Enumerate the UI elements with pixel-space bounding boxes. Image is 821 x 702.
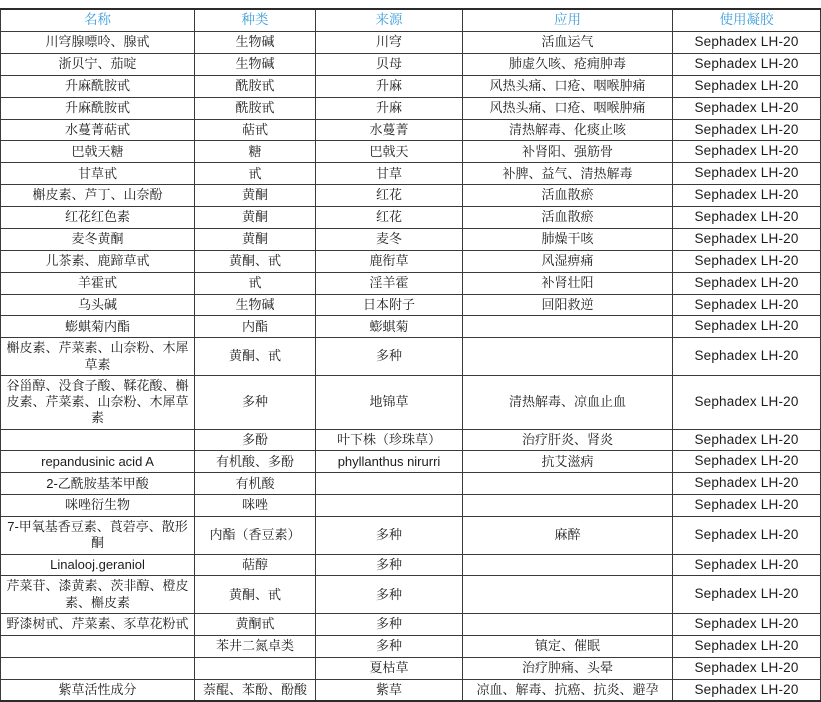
table-row (1, 32, 821, 54)
cell-name: Linalooj.geraniol (1, 554, 195, 576)
cell-application (463, 495, 673, 517)
table-row (1, 429, 821, 451)
cell-application: 清热解毒、凉血止血 (463, 375, 673, 429)
cell-source: 多种 (316, 554, 463, 576)
cell-application: 活血散瘀 (463, 207, 673, 229)
cell-gel: Sephadex LH-20 (673, 97, 821, 119)
table-row (1, 576, 821, 614)
cell-name: 7-甲氧基香豆素、莨菪亭、散形酮 (1, 517, 195, 555)
cell-source: 麦冬 (316, 228, 463, 250)
cell-type: 甙 (195, 163, 316, 185)
cell-name: 升麻酰胺甙 (1, 97, 195, 119)
cell-source: 叶下株（珍珠草） (316, 429, 463, 451)
cell-name: 麦冬黄酮 (1, 228, 195, 250)
cell-type: 黄酮、甙 (195, 338, 316, 376)
table-body (1, 32, 821, 702)
cell-name: 芹菜苷、漆黄素、茨非醇、橙皮素、槲皮素 (1, 576, 195, 614)
table-row (1, 495, 821, 517)
cell-name: 升麻酰胺甙 (1, 75, 195, 97)
cell-type: 萘醌、苯酚、酚酸 (195, 679, 316, 701)
cell-source: 淫羊霍 (316, 272, 463, 294)
cell-type: 多酚 (195, 429, 316, 451)
cell-type: 多种 (195, 375, 316, 429)
cell-name: 儿茶素、鹿蹄草甙 (1, 250, 195, 272)
cell-application: 补脾、益气、清热解毒 (463, 163, 673, 185)
cell-application: 活血散瘀 (463, 185, 673, 207)
cell-gel: Sephadex LH-20 (673, 53, 821, 75)
cell-source: 多种 (316, 338, 463, 376)
cell-gel: Sephadex LH-20 (673, 272, 821, 294)
cell-type: 黄酮、甙 (195, 576, 316, 614)
cell-type: 黄酮甙 (195, 613, 316, 635)
cell-gel: Sephadex LH-20 (673, 613, 821, 635)
cell-type: 内酯（香豆素） (195, 517, 316, 555)
table-row (1, 207, 821, 229)
cell-source: 川穹 (316, 32, 463, 54)
header-row (1, 9, 821, 32)
cell-type: 萜醇 (195, 554, 316, 576)
table-row (1, 250, 821, 272)
table-row (1, 316, 821, 338)
cell-type: 有机酸 (195, 473, 316, 495)
cell-name: 红花红色素 (1, 207, 195, 229)
cell-gel: Sephadex LH-20 (673, 473, 821, 495)
cell-source: 蟛蜞菊 (316, 316, 463, 338)
cell-gel: Sephadex LH-20 (673, 228, 821, 250)
table-row (1, 679, 821, 701)
table-row (1, 163, 821, 185)
cell-name: 蟛蜞菊内酯 (1, 316, 195, 338)
cell-gel: Sephadex LH-20 (673, 207, 821, 229)
cell-gel: Sephadex LH-20 (673, 185, 821, 207)
table-row (1, 517, 821, 555)
cell-source: 多种 (316, 576, 463, 614)
table-row (1, 294, 821, 316)
cell-name: 乌头碱 (1, 294, 195, 316)
table-row (1, 97, 821, 119)
column-header-application: 应用 (463, 9, 673, 32)
cell-gel: Sephadex LH-20 (673, 119, 821, 141)
cell-source: 升麻 (316, 75, 463, 97)
cell-source: 日本附子 (316, 294, 463, 316)
table-row (1, 53, 821, 75)
cell-gel: Sephadex LH-20 (673, 679, 821, 701)
cell-application: 凉血、解毒、抗癌、抗炎、避孕 (463, 679, 673, 701)
cell-name: 槲皮素、芦丁、山奈酚 (1, 185, 195, 207)
cell-gel: Sephadex LH-20 (673, 294, 821, 316)
compound-separation-table (0, 8, 821, 702)
cell-gel: Sephadex LH-20 (673, 451, 821, 473)
cell-type: 酰胺甙 (195, 75, 316, 97)
cell-application (463, 338, 673, 376)
cell-name: 槲皮素、芹菜素、山奈粉、木犀草素 (1, 338, 195, 376)
cell-type: 糖 (195, 141, 316, 163)
cell-application: 回阳救逆 (463, 294, 673, 316)
cell-source: 夏枯草 (316, 657, 463, 679)
cell-source: 地锦草 (316, 375, 463, 429)
cell-application: 肺燥干咳 (463, 228, 673, 250)
cell-name: 羊霍甙 (1, 272, 195, 294)
cell-gel: Sephadex LH-20 (673, 657, 821, 679)
cell-name (1, 429, 195, 451)
cell-name: repandusinic acid A (1, 451, 195, 473)
cell-application: 镇定、催眠 (463, 635, 673, 657)
cell-type: 苯井二氮卓类 (195, 635, 316, 657)
cell-name: 水蔓菁萜甙 (1, 119, 195, 141)
cell-gel: Sephadex LH-20 (673, 375, 821, 429)
cell-application: 清热解毒、化痰止咳 (463, 119, 673, 141)
cell-type: 咪唑 (195, 495, 316, 517)
cell-type: 甙 (195, 272, 316, 294)
cell-type: 生物碱 (195, 53, 316, 75)
cell-application: 补肾阳、强筋骨 (463, 141, 673, 163)
cell-name: 咪唑衍生物 (1, 495, 195, 517)
column-header-type: 种类 (195, 9, 316, 32)
cell-name: 2-乙酰胺基苯甲酸 (1, 473, 195, 495)
cell-name: 紫草活性成分 (1, 679, 195, 701)
cell-type: 萜甙 (195, 119, 316, 141)
cell-source: 紫草 (316, 679, 463, 701)
cell-name: 巴戟天糖 (1, 141, 195, 163)
cell-gel: Sephadex LH-20 (673, 554, 821, 576)
cell-application (463, 554, 673, 576)
cell-type: 黄酮 (195, 207, 316, 229)
cell-name: 川穹腺嘌呤、腺甙 (1, 32, 195, 54)
cell-source: 红花 (316, 185, 463, 207)
table-row (1, 228, 821, 250)
cell-name (1, 635, 195, 657)
cell-gel: Sephadex LH-20 (673, 495, 821, 517)
cell-name: 野漆树甙、芹菜素、豕草花粉甙 (1, 613, 195, 635)
cell-gel: Sephadex LH-20 (673, 32, 821, 54)
cell-application: 治疗肝炎、肾炎 (463, 429, 673, 451)
cell-source: 多种 (316, 635, 463, 657)
cell-application: 活血运气 (463, 32, 673, 54)
cell-application: 补肾壮阳 (463, 272, 673, 294)
table-row (1, 141, 821, 163)
cell-type: 生物碱 (195, 294, 316, 316)
cell-gel: Sephadex LH-20 (673, 429, 821, 451)
table-row (1, 338, 821, 376)
table-row (1, 613, 821, 635)
table-row (1, 451, 821, 473)
table-row (1, 185, 821, 207)
cell-gel: Sephadex LH-20 (673, 250, 821, 272)
cell-application (463, 576, 673, 614)
cell-type: 黄酮 (195, 228, 316, 250)
cell-gel: Sephadex LH-20 (673, 316, 821, 338)
cell-gel: Sephadex LH-20 (673, 635, 821, 657)
cell-application (463, 473, 673, 495)
column-header-source: 来源 (316, 9, 463, 32)
cell-application: 风热头痛、口疮、咽喉肿痛 (463, 97, 673, 119)
table-row (1, 635, 821, 657)
cell-type: 黄酮、甙 (195, 250, 316, 272)
cell-type (195, 657, 316, 679)
cell-application: 治疗肿痛、头晕 (463, 657, 673, 679)
column-header-name: 名称 (1, 9, 195, 32)
cell-name: 甘草甙 (1, 163, 195, 185)
cell-gel: Sephadex LH-20 (673, 576, 821, 614)
cell-source: 水蔓菁 (316, 119, 463, 141)
cell-type: 生物碱 (195, 32, 316, 54)
cell-type: 黄酮 (195, 185, 316, 207)
cell-application: 抗艾滋病 (463, 451, 673, 473)
cell-gel: Sephadex LH-20 (673, 338, 821, 376)
table-row (1, 554, 821, 576)
table-row (1, 473, 821, 495)
cell-gel: Sephadex LH-20 (673, 141, 821, 163)
cell-application: 麻醉 (463, 517, 673, 555)
cell-name (1, 657, 195, 679)
cell-source: 升麻 (316, 97, 463, 119)
cell-application: 肺虚久咳、疮痈肿毒 (463, 53, 673, 75)
table-row (1, 119, 821, 141)
cell-source (316, 495, 463, 517)
cell-source: 多种 (316, 517, 463, 555)
cell-application (463, 316, 673, 338)
cell-source: 红花 (316, 207, 463, 229)
table-row (1, 375, 821, 429)
cell-name: 浙贝宁、茄啶 (1, 53, 195, 75)
cell-type: 内酯 (195, 316, 316, 338)
cell-application (463, 613, 673, 635)
table-row (1, 75, 821, 97)
cell-gel: Sephadex LH-20 (673, 517, 821, 555)
cell-type: 酰胺甙 (195, 97, 316, 119)
cell-source: 甘草 (316, 163, 463, 185)
table-header (1, 9, 821, 32)
column-header-gel: 使用凝胶 (673, 9, 821, 32)
cell-source: 巴戟天 (316, 141, 463, 163)
cell-source: phyllanthus nirurri (316, 451, 463, 473)
table-row (1, 272, 821, 294)
cell-gel: Sephadex LH-20 (673, 163, 821, 185)
cell-source: 贝母 (316, 53, 463, 75)
cell-source (316, 473, 463, 495)
cell-application: 风湿痹痛 (463, 250, 673, 272)
cell-application: 风热头痛、口疮、咽喉肿痛 (463, 75, 673, 97)
cell-source: 鹿衔草 (316, 250, 463, 272)
cell-type: 有机酸、多酚 (195, 451, 316, 473)
cell-name: 谷甾醇、没食子酸、鞣花酸、槲皮素、芹菜素、山奈粉、木犀草素 (1, 375, 195, 429)
cell-gel: Sephadex LH-20 (673, 75, 821, 97)
cell-source: 多种 (316, 613, 463, 635)
table-row (1, 657, 821, 679)
